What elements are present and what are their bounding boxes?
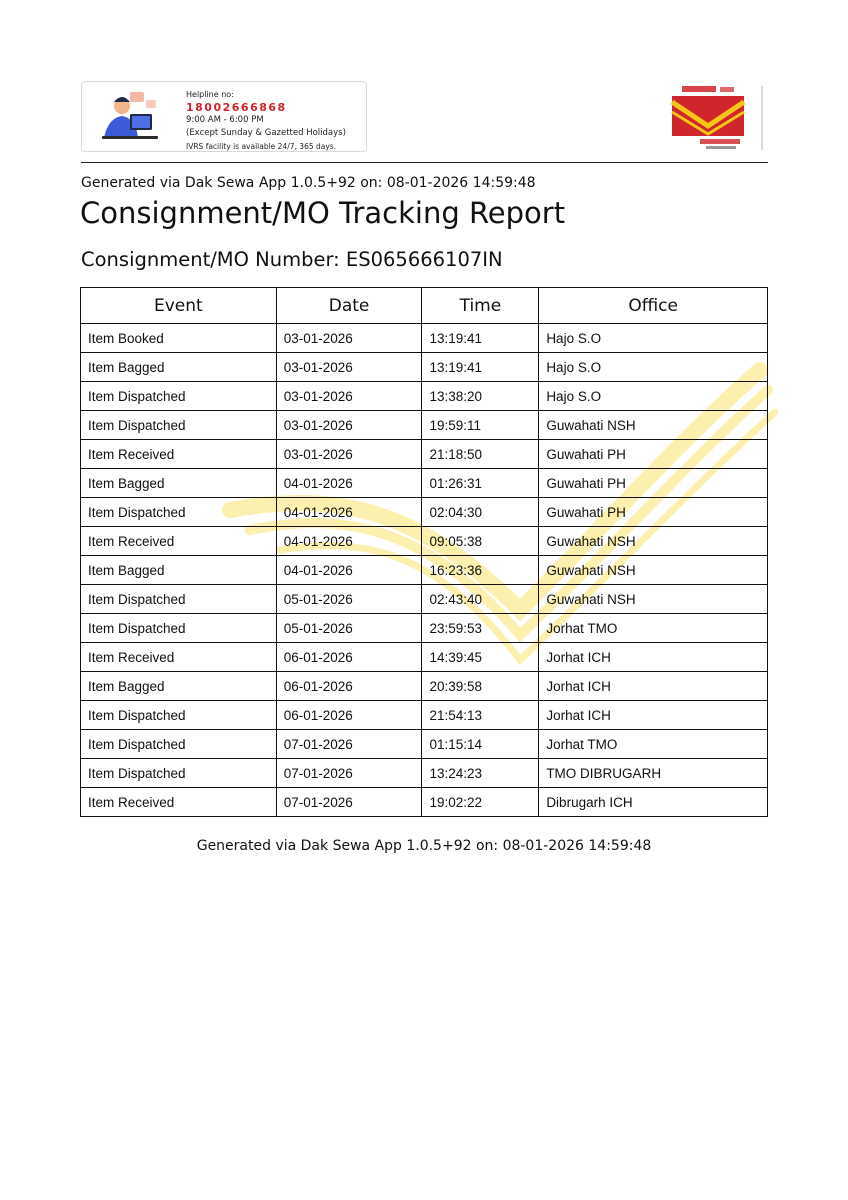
- table-header-row: [81, 288, 768, 324]
- event-cell: Item Bagged: [81, 672, 277, 701]
- date-cell: 03-01-2026: [276, 440, 422, 469]
- date-cell: 06-01-2026: [276, 672, 422, 701]
- office-cell: Hajo S.O: [539, 353, 768, 382]
- report-title: Consignment/MO Tracking Report: [80, 196, 566, 230]
- table-row: [81, 469, 768, 498]
- header-event: Event: [81, 288, 277, 324]
- office-cell: Jorhat ICH: [539, 672, 768, 701]
- table-row: [81, 382, 768, 411]
- time-cell: 19:59:11: [422, 411, 539, 440]
- time-cell: 13:19:41: [422, 324, 539, 353]
- time-cell: 23:59:53: [422, 614, 539, 643]
- event-cell: Item Bagged: [81, 469, 277, 498]
- date-cell: 04-01-2026: [276, 498, 422, 527]
- date-cell: 06-01-2026: [276, 643, 422, 672]
- table-row: [81, 527, 768, 556]
- time-cell: 01:26:31: [422, 469, 539, 498]
- office-cell: Guwahati PH: [539, 469, 768, 498]
- time-cell: 21:54:13: [422, 701, 539, 730]
- office-cell: Hajo S.O: [539, 382, 768, 411]
- office-cell: Guwahati NSH: [539, 585, 768, 614]
- event-cell: Item Dispatched: [81, 382, 277, 411]
- india-post-logo-icon: [668, 82, 764, 152]
- table-row: [81, 788, 768, 817]
- table-row: [81, 585, 768, 614]
- table-row: [81, 643, 768, 672]
- header-office: Office: [539, 288, 768, 324]
- time-cell: 13:19:41: [422, 353, 539, 382]
- office-cell: Guwahati PH: [539, 440, 768, 469]
- event-cell: Item Dispatched: [81, 701, 277, 730]
- office-cell: Jorhat ICH: [539, 701, 768, 730]
- time-cell: 19:02:22: [422, 788, 539, 817]
- time-cell: 02:43:40: [422, 585, 539, 614]
- table-row: [81, 614, 768, 643]
- office-cell: Guwahati NSH: [539, 411, 768, 440]
- header-date: Date: [276, 288, 422, 324]
- event-cell: Item Bagged: [81, 556, 277, 585]
- generated-info-bottom: Generated via Dak Sewa App 1.0.5+92 on: 08-01-2026 14:59:48: [196, 838, 652, 854]
- table-row: [81, 353, 768, 382]
- event-cell: Item Received: [81, 440, 277, 469]
- date-cell: 04-01-2026: [276, 527, 422, 556]
- event-cell: Item Bagged: [81, 353, 277, 382]
- helpline-number: 18002666868: [186, 101, 287, 114]
- table-row: [81, 759, 768, 788]
- date-cell: 03-01-2026: [276, 353, 422, 382]
- helpline-ivrs-note: IVRS facility is available 24/7, 365 days.: [186, 142, 337, 151]
- date-cell: 06-01-2026: [276, 701, 422, 730]
- event-cell: Item Dispatched: [81, 759, 277, 788]
- date-cell: 04-01-2026: [276, 556, 422, 585]
- time-cell: 16:23:36: [422, 556, 539, 585]
- office-cell: Jorhat TMO: [539, 614, 768, 643]
- table-row: [81, 730, 768, 759]
- helpline-exception: (Except Sunday & Gazetted Holidays): [186, 128, 346, 138]
- office-cell: Guwahati NSH: [539, 527, 768, 556]
- date-cell: 07-01-2026: [276, 730, 422, 759]
- table-row: [81, 324, 768, 353]
- header-divider: [81, 162, 768, 163]
- event-cell: Item Received: [81, 788, 277, 817]
- time-cell: 01:15:14: [422, 730, 539, 759]
- event-cell: Item Dispatched: [81, 498, 277, 527]
- table-row: [81, 672, 768, 701]
- date-cell: 03-01-2026: [276, 324, 422, 353]
- office-cell: Hajo S.O: [539, 324, 768, 353]
- office-cell: Jorhat TMO: [539, 730, 768, 759]
- time-cell: 14:39:45: [422, 643, 539, 672]
- date-cell: 04-01-2026: [276, 469, 422, 498]
- header-time: Time: [422, 288, 539, 324]
- office-cell: Dibrugarh ICH: [539, 788, 768, 817]
- tracking-events-table: [80, 287, 768, 817]
- helpline-banner: [81, 81, 367, 152]
- table-row: [81, 411, 768, 440]
- date-cell: 03-01-2026: [276, 382, 422, 411]
- event-cell: Item Booked: [81, 324, 277, 353]
- date-cell: 07-01-2026: [276, 788, 422, 817]
- helpline-label: Helpline no:: [186, 90, 234, 99]
- event-cell: Item Received: [81, 643, 277, 672]
- date-cell: 07-01-2026: [276, 759, 422, 788]
- event-cell: Item Dispatched: [81, 730, 277, 759]
- time-cell: 02:04:30: [422, 498, 539, 527]
- time-cell: 21:18:50: [422, 440, 539, 469]
- office-cell: Guwahati NSH: [539, 556, 768, 585]
- time-cell: 09:05:38: [422, 527, 539, 556]
- date-cell: 03-01-2026: [276, 411, 422, 440]
- table-row: [81, 701, 768, 730]
- event-cell: Item Dispatched: [81, 411, 277, 440]
- time-cell: 13:24:23: [422, 759, 539, 788]
- generated-info-top: Generated via Dak Sewa App 1.0.5+92 on: 08-01-2026 14:59:48: [81, 175, 536, 191]
- table-row: [81, 440, 768, 469]
- table-row: [81, 556, 768, 585]
- date-cell: 05-01-2026: [276, 585, 422, 614]
- time-cell: 13:38:20: [422, 382, 539, 411]
- office-cell: Guwahati PH: [539, 498, 768, 527]
- event-cell: Item Dispatched: [81, 585, 277, 614]
- office-cell: Jorhat ICH: [539, 643, 768, 672]
- helpline-hours: 9:00 AM - 6:00 PM: [186, 115, 264, 125]
- consignment-number: Consignment/MO Number: ES065666107IN: [81, 248, 503, 271]
- table-row: [81, 498, 768, 527]
- time-cell: 20:39:58: [422, 672, 539, 701]
- date-cell: 05-01-2026: [276, 614, 422, 643]
- customer-support-illustration-icon: [92, 86, 164, 146]
- event-cell: Item Dispatched: [81, 614, 277, 643]
- event-cell: Item Received: [81, 527, 277, 556]
- office-cell: TMO DIBRUGARH: [539, 759, 768, 788]
